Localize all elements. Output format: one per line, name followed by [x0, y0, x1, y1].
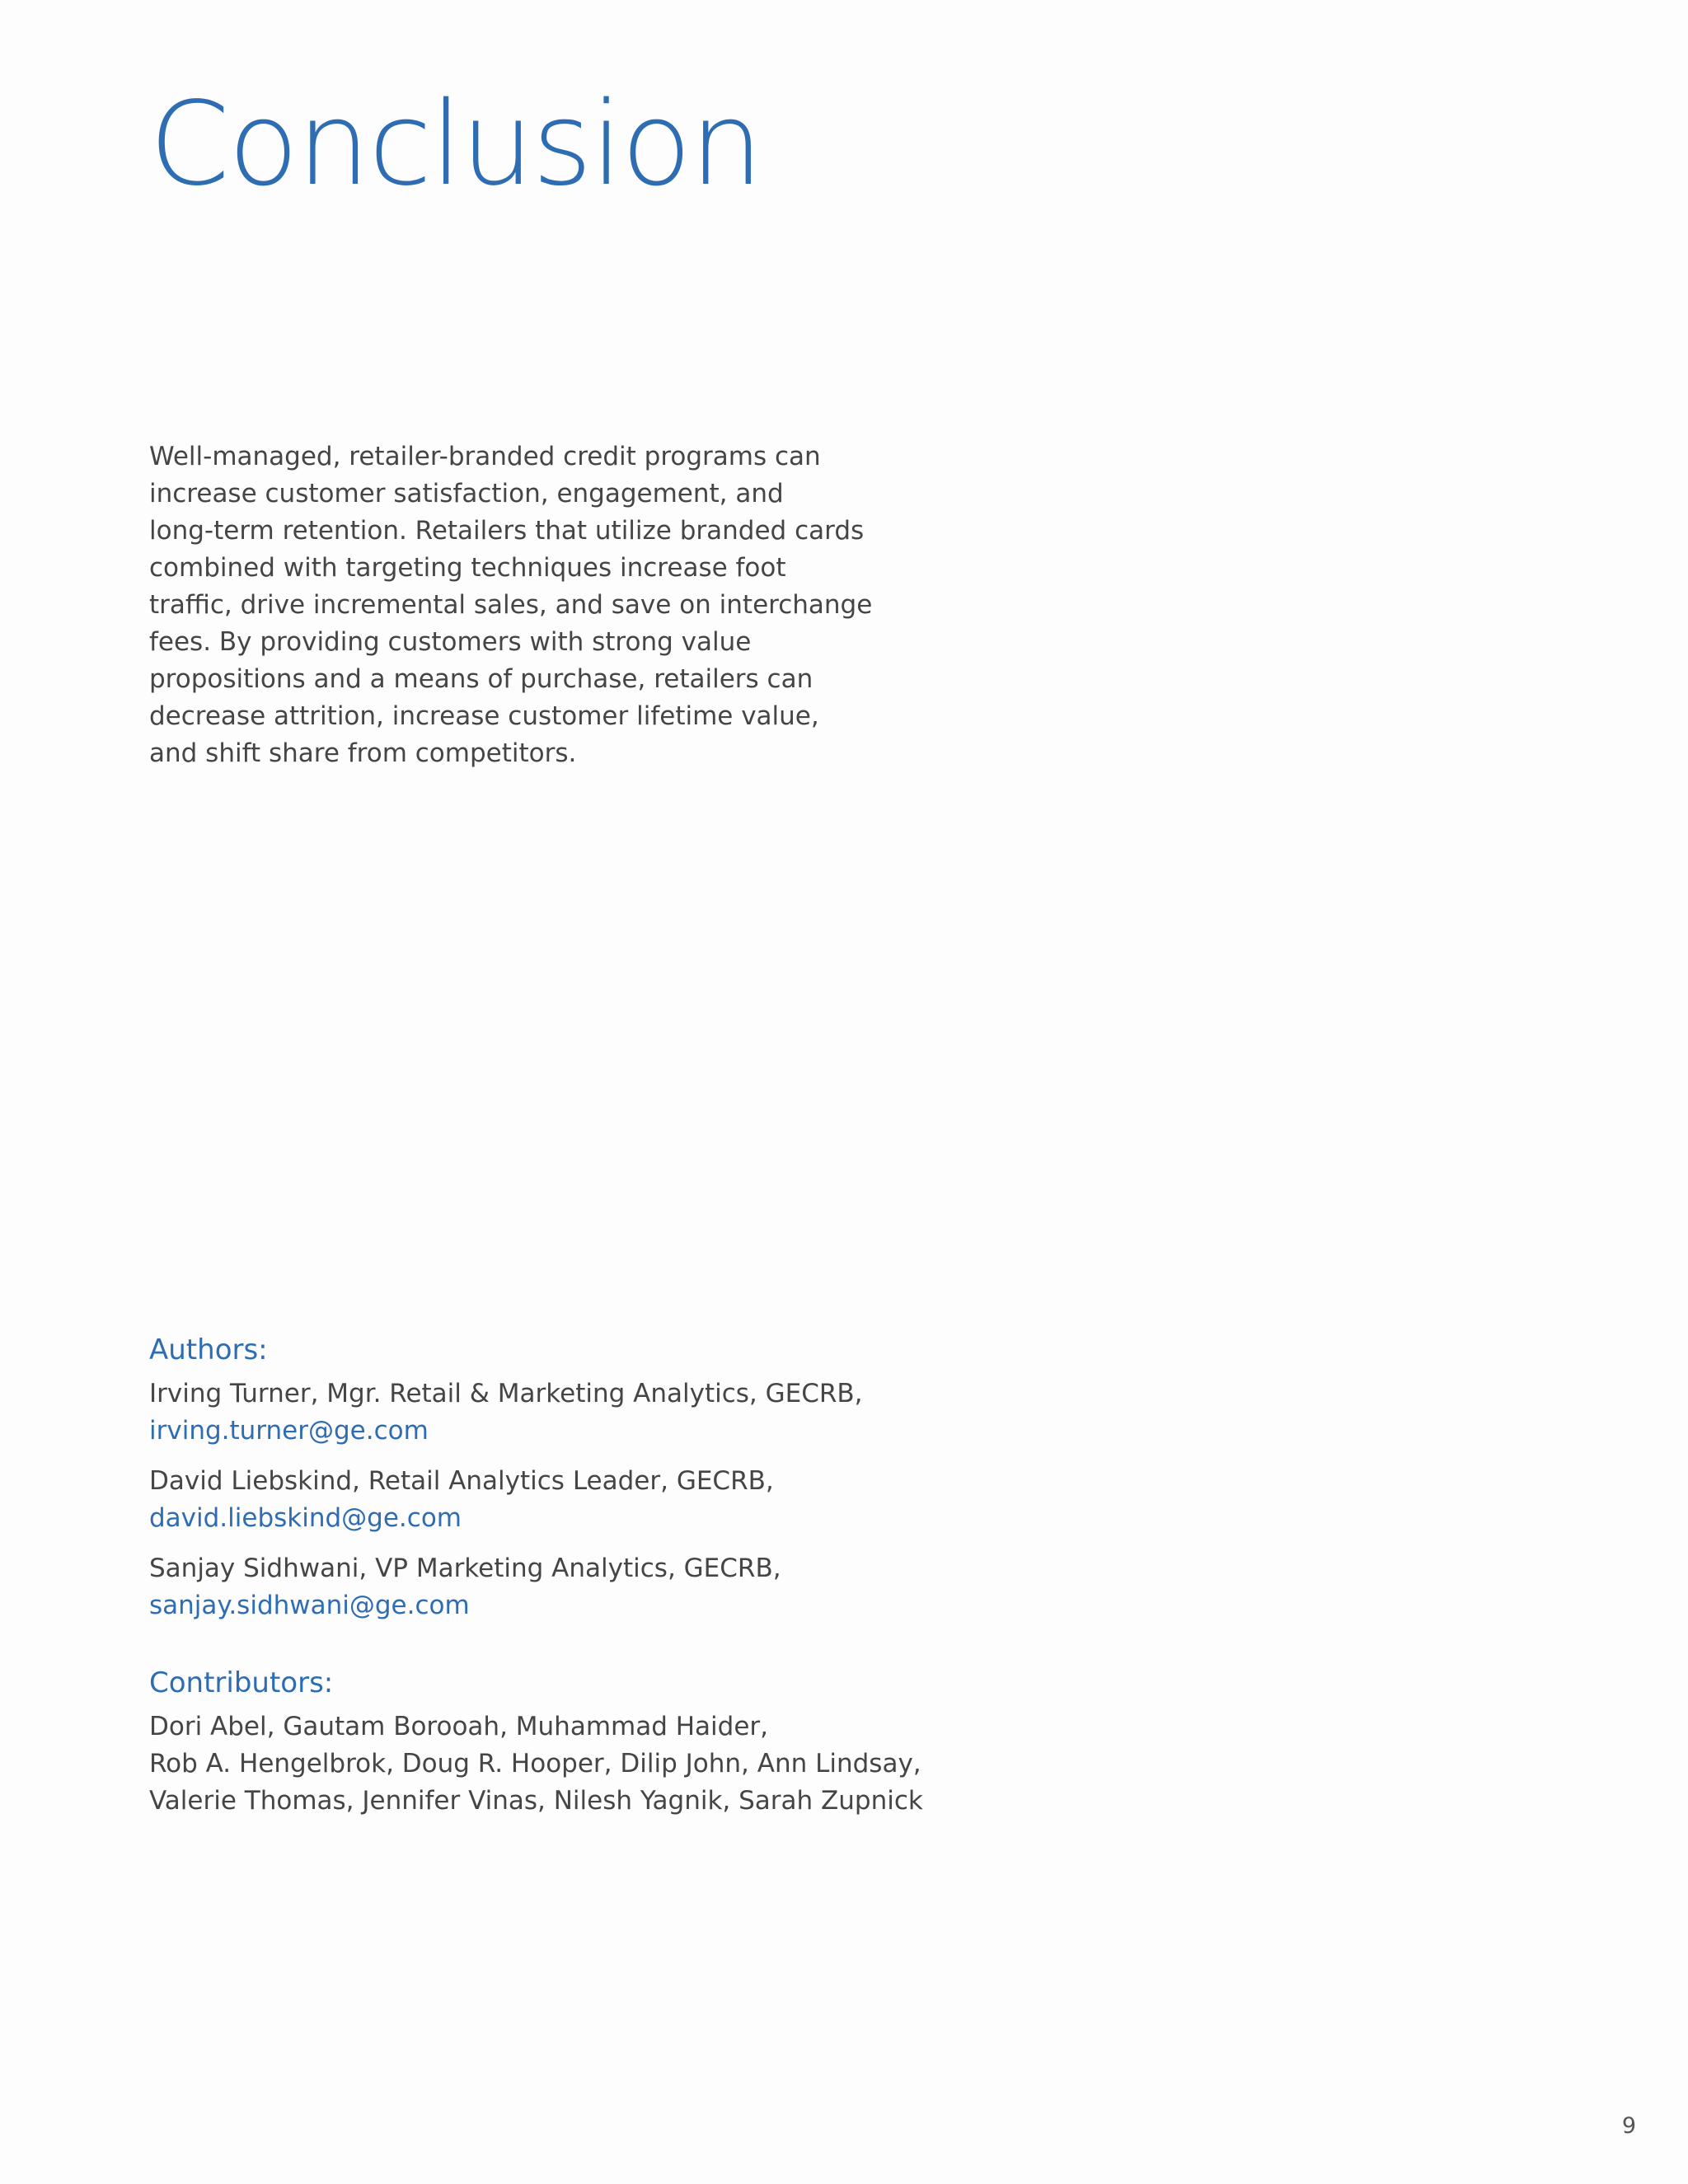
author-email-link[interactable]: sanjay.sidhwani@ge.com	[149, 1591, 470, 1620]
author-description: Sanjay Sidhwani, VP Marketing Analytics, GECRB,	[149, 1554, 781, 1583]
intro-line: combined with targeting techniques increase foot	[149, 553, 786, 583]
intro-line: propositions and a means of purchase, retailers can	[149, 664, 814, 694]
intro-line: increase customer satisfaction, engagement, and	[149, 479, 784, 509]
contributors-list	[149, 1708, 1056, 1820]
intro-line: Well-managed, retailer-branded credit programs can	[149, 442, 821, 471]
contributors-line: Dori Abel, Gautam Borooah, Muhammad Haider,	[149, 1712, 769, 1741]
intro-line: fees. By providing customers with strong value	[149, 627, 752, 657]
intro-paragraph	[149, 438, 873, 772]
intro-line: decrease attrition, increase customer lifetime value,	[149, 701, 819, 731]
author-description: Irving Turner, Mgr. Retail & Marketing Analytics, GECRB,	[149, 1379, 863, 1408]
author-email-link[interactable]: irving.turner@ge.com	[149, 1416, 429, 1446]
author-description: David Liebskind, Retail Analytics Leader, GECRB,	[149, 1466, 774, 1496]
contributors-heading: Contributors:	[149, 1666, 334, 1699]
intro-line: long-term retention. Retailers that utilize branded cards	[149, 516, 865, 546]
contributors-line: Rob A. Hengelbrok, Doug R. Hooper, Dilip John, Ann Lindsay,	[149, 1749, 921, 1779]
page-number: 9	[1621, 2113, 1636, 2139]
author-entry	[149, 1463, 973, 1537]
page-title: Conclusion	[149, 77, 762, 212]
author-entry	[149, 1376, 973, 1450]
author-email-link[interactable]: david.liebskind@ge.com	[149, 1503, 462, 1533]
authors-heading: Authors:	[149, 1333, 268, 1366]
author-entry	[149, 1550, 973, 1624]
intro-line: and shift share from competitors.	[149, 738, 577, 768]
intro-line: traffic, drive incremental sales, and save on interchange	[149, 590, 873, 620]
contributors-line: Valerie Thomas, Jennifer Vinas, Nilesh Yagnik, Sarah Zupnick	[149, 1786, 923, 1816]
